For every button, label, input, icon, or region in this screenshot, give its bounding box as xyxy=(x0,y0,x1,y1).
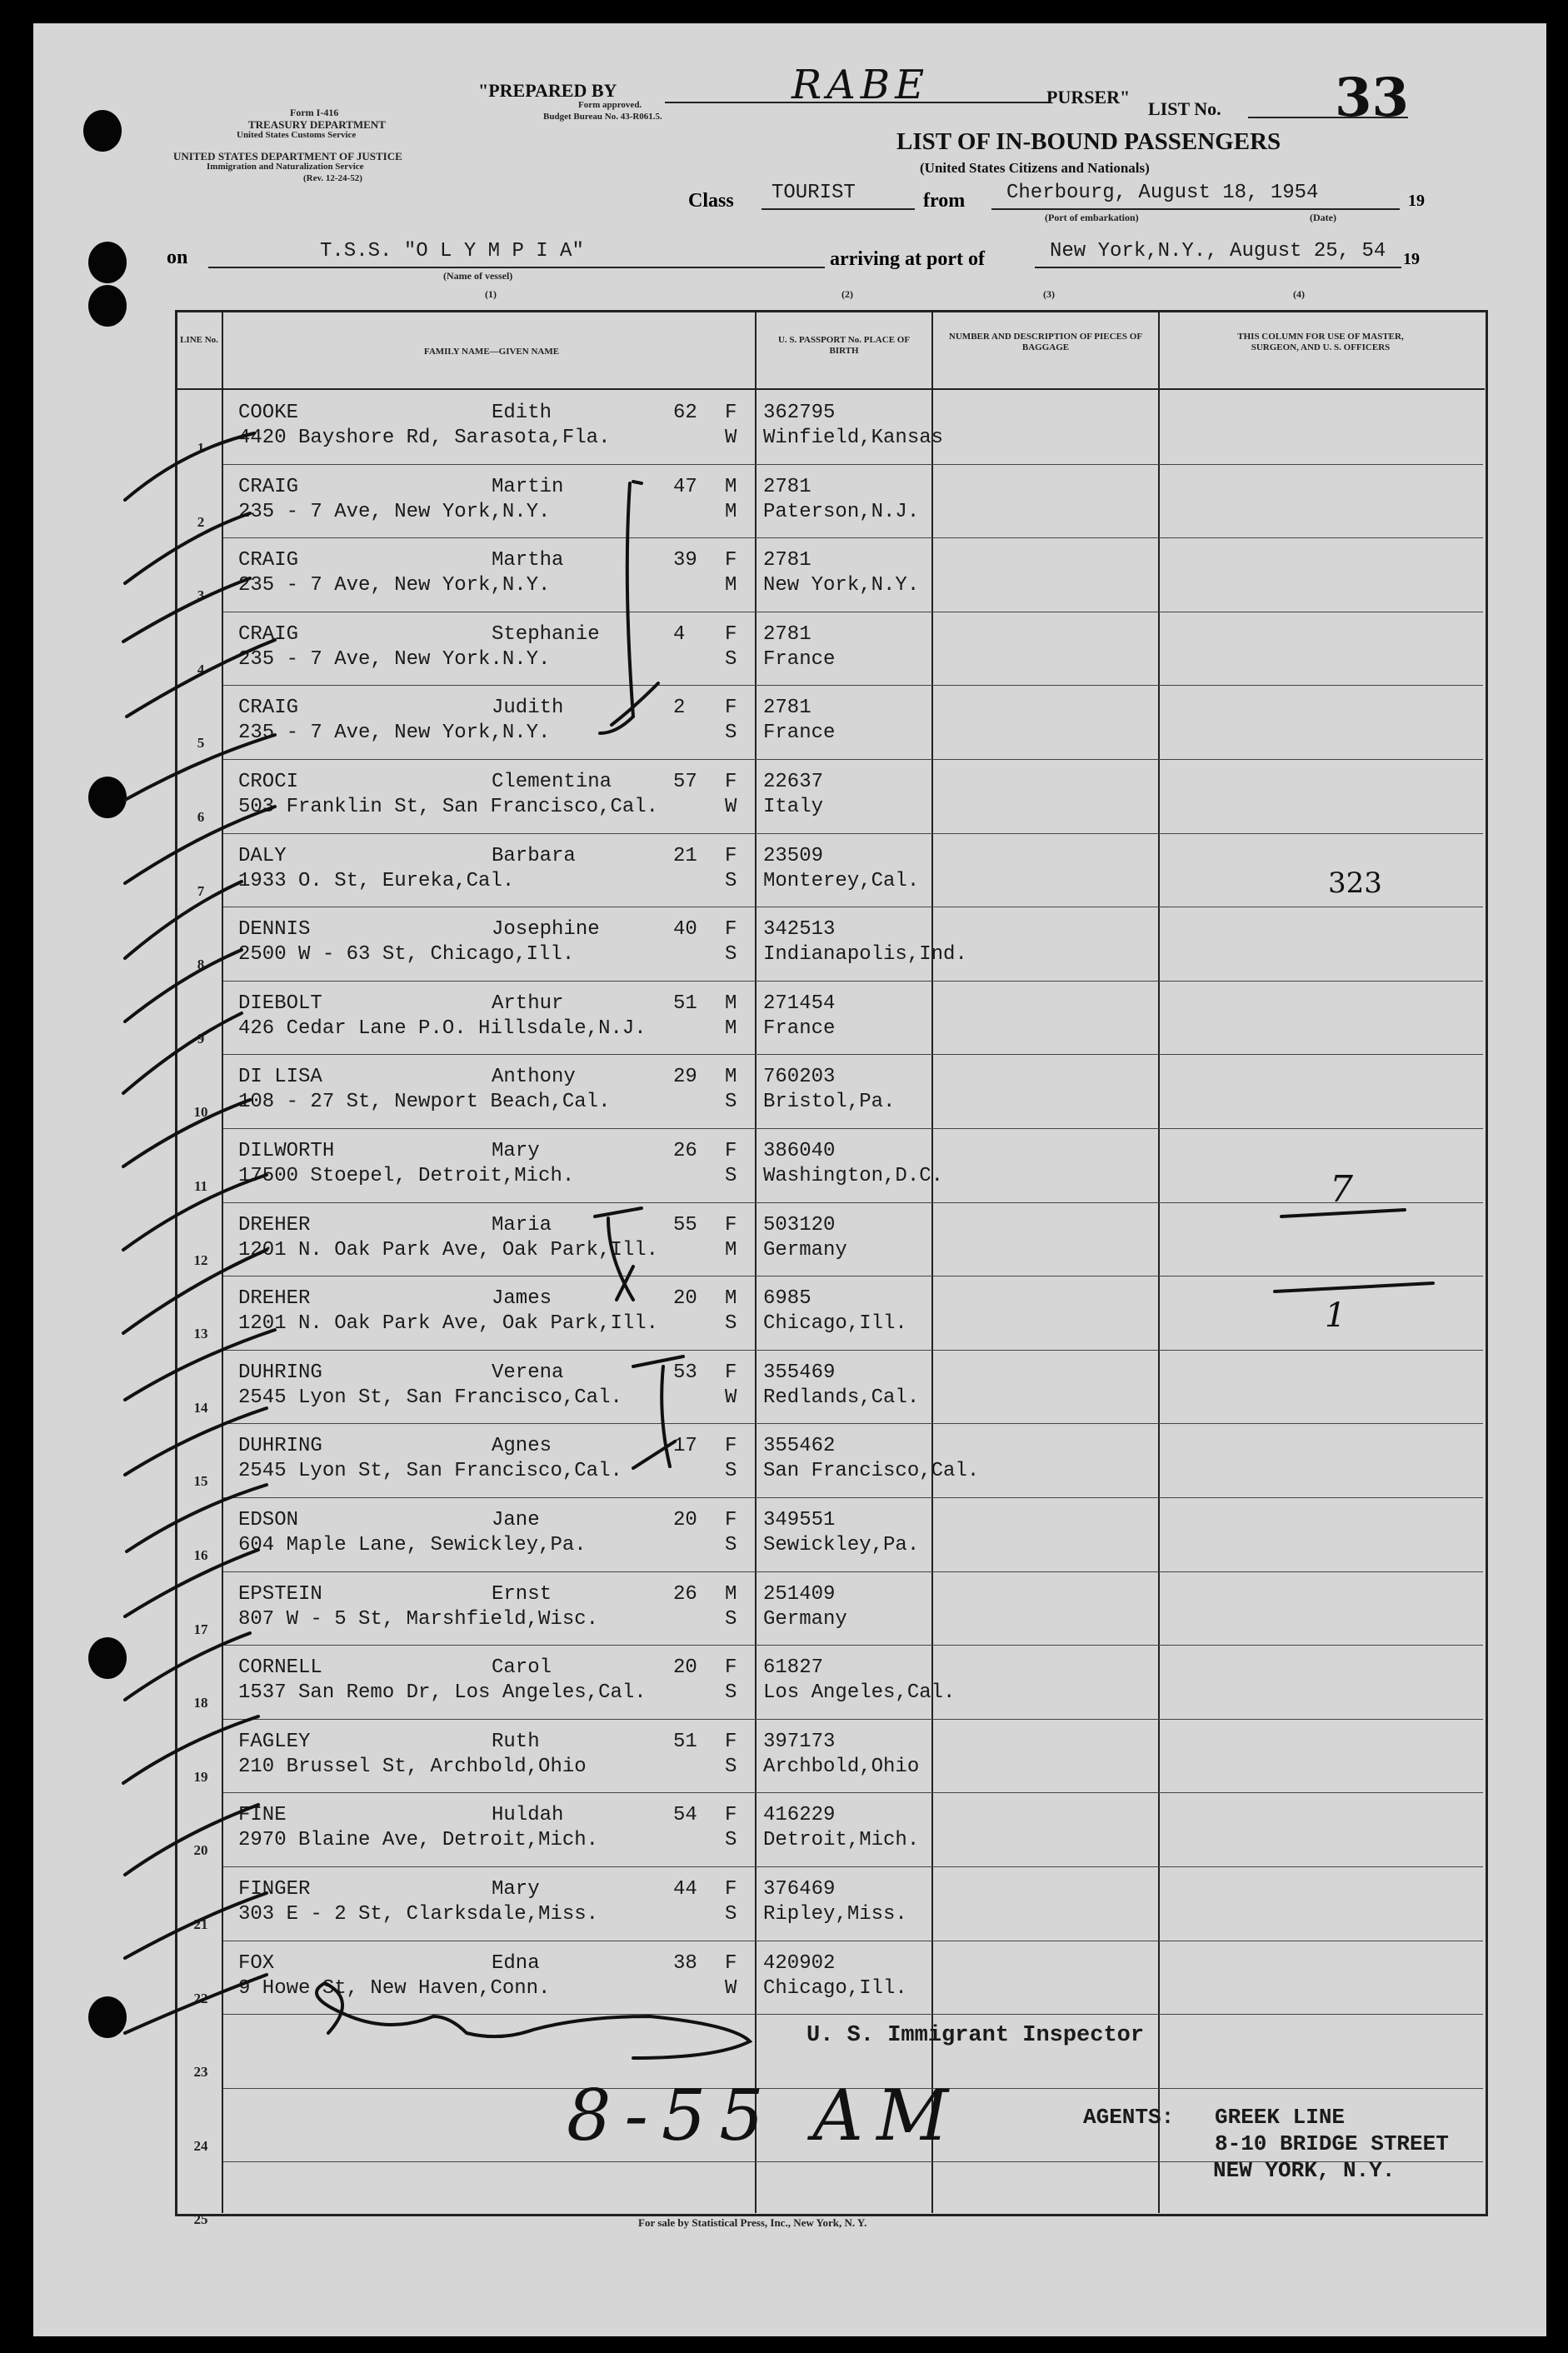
given-name: Ernst xyxy=(492,1582,552,1606)
age: 57 xyxy=(673,771,697,793)
marital-status: W xyxy=(725,427,737,449)
family-name: FINGER xyxy=(238,1878,311,1901)
line-number: 15 xyxy=(193,1473,208,1490)
given-name: Anthony xyxy=(492,1066,576,1089)
place-of-birth: Italy xyxy=(763,796,824,818)
address: 2545 Lyon St, San Francisco,Cal. xyxy=(238,1460,622,1483)
line-number: 24 xyxy=(193,2137,208,2154)
place-of-birth: Chicago,Ill. xyxy=(763,1312,907,1336)
col-header-baggage: NUMBER AND DESCRIPTION OF PIECES OF BAGGAGE xyxy=(948,332,1143,352)
family-name: EDSON xyxy=(238,1509,299,1531)
sex: F xyxy=(725,697,737,720)
document-title: LIST OF IN-BOUND PASSENGERS xyxy=(896,128,1281,155)
prepared-by-label: "PREPARED BY xyxy=(478,80,617,101)
sex: F xyxy=(725,1361,737,1384)
family-name: DREHER xyxy=(238,1287,311,1311)
check-mark xyxy=(125,1633,250,1700)
printer-credit: For sale by Statistical Press, Inc., New York, N. Y. xyxy=(638,2216,867,2229)
family-name: DILWORTH xyxy=(238,1140,335,1162)
passport-number: 362795 xyxy=(763,402,836,424)
line-number: 3 xyxy=(197,587,205,604)
address: 1537 San Remo Dr, Los Angeles,Cal. xyxy=(238,1681,647,1705)
check-mark xyxy=(125,807,275,883)
sex: M xyxy=(725,475,737,498)
place-of-birth: Los Angeles,Cal. xyxy=(763,1681,956,1705)
check-mark xyxy=(127,640,275,717)
place-of-birth: Indianapolis,Ind. xyxy=(763,943,967,967)
marital-status: S xyxy=(725,1607,737,1631)
passport-number: 2781 xyxy=(763,622,811,646)
given-name: Judith xyxy=(492,697,564,720)
address: 503 Franklin St, San Francisco,Cal. xyxy=(238,796,659,818)
check-mark xyxy=(123,1250,267,1333)
sex: F xyxy=(725,402,737,424)
family-name: DUHRING xyxy=(238,1361,322,1384)
line-number: 20 xyxy=(193,1842,208,1859)
age: 40 xyxy=(673,918,697,942)
given-name: Verena xyxy=(492,1361,564,1384)
passport-number: 61827 xyxy=(763,1656,824,1680)
fraction-top: 7 xyxy=(1330,1168,1353,1211)
immigration-service: Immigration and Naturalization Service xyxy=(207,162,364,172)
check-mark xyxy=(123,1013,242,1093)
passport-number: 760203 xyxy=(763,1066,836,1089)
family-name: CRAIG xyxy=(238,697,299,720)
place-of-birth: France xyxy=(763,722,836,745)
check-mark xyxy=(125,513,250,583)
passport-number: 349551 xyxy=(763,1509,836,1531)
marital-status: W xyxy=(725,1976,737,2000)
given-name: Edna xyxy=(492,1951,540,1975)
age: 26 xyxy=(673,1140,697,1162)
col-header-officers: THIS COLUMN FOR USE OF MASTER, SURGEON, AND U. S. OFFICERS xyxy=(1237,332,1404,352)
given-name: Josephine xyxy=(492,918,600,942)
agents-line-2: 8-10 BRIDGE STREET xyxy=(1215,2131,1449,2156)
fraction-bar xyxy=(1275,1283,1433,1291)
line-number: 16 xyxy=(193,1547,208,1563)
family-bracket xyxy=(595,1208,642,1300)
given-name: Barbara xyxy=(492,844,576,867)
given-name: Jane xyxy=(492,1509,540,1531)
check-mark xyxy=(125,1408,267,1475)
marital-status: S xyxy=(725,1091,737,1114)
check-mark xyxy=(127,1485,267,1551)
family-name: FINE xyxy=(238,1804,287,1827)
line-number: 9 xyxy=(197,1030,205,1047)
address: 235 - 7 Ave, New York,N.Y. xyxy=(238,574,551,597)
family-bracket xyxy=(612,683,658,725)
class-label: Class xyxy=(688,190,734,212)
marital-status: S xyxy=(725,1755,737,1778)
marital-status: M xyxy=(725,574,737,597)
check-mark xyxy=(123,578,250,642)
family-bracket xyxy=(633,1356,683,1468)
place-of-birth: Ripley,Miss. xyxy=(763,1903,907,1926)
passport-number: 503120 xyxy=(763,1213,836,1236)
passport-number: 2781 xyxy=(763,549,811,572)
given-name: Carol xyxy=(492,1656,552,1680)
marital-status: S xyxy=(725,869,737,892)
given-name: Clementina xyxy=(492,771,612,793)
line-number: 25 xyxy=(193,2211,208,2228)
line-number: 6 xyxy=(197,809,205,825)
age: 2 xyxy=(673,697,686,720)
treasury-dept: TREASURY DEPARTMENT xyxy=(248,118,386,131)
budget-bureau: Budget Bureau No. 43-R061.5. xyxy=(543,112,662,122)
col-header-passport: U. S. PASSPORT No. PLACE OF BIRTH xyxy=(777,335,911,356)
given-name: Edith xyxy=(492,402,552,424)
place-of-birth: Germany xyxy=(763,1607,847,1631)
marital-status: S xyxy=(725,647,737,671)
col-header-name: FAMILY NAME—GIVEN NAME xyxy=(423,347,560,357)
caption-col-2: (2) xyxy=(841,288,853,300)
line-number: 4 xyxy=(197,661,205,677)
address: 2545 Lyon St, San Francisco,Cal. xyxy=(238,1386,622,1409)
check-mark xyxy=(125,433,254,500)
passport-number: 2781 xyxy=(763,697,811,720)
line-number: 11 xyxy=(193,1178,208,1194)
on-label: on xyxy=(167,247,188,268)
check-mark xyxy=(125,882,242,958)
marital-status: S xyxy=(725,1460,737,1483)
line-number: 21 xyxy=(193,1916,208,1932)
address: 108 - 27 St, Newport Beach,Cal. xyxy=(238,1091,611,1114)
age: 26 xyxy=(673,1582,697,1606)
place-of-birth: Paterson,N.J. xyxy=(763,500,920,523)
place-of-birth: Redlands,Cal. xyxy=(763,1386,920,1409)
given-name: Arthur xyxy=(492,992,564,1015)
sex: F xyxy=(725,1951,737,1975)
given-name: Agnes xyxy=(492,1435,552,1458)
age: 55 xyxy=(673,1213,697,1236)
age: 47 xyxy=(673,475,697,498)
place-of-birth: France xyxy=(763,647,836,671)
given-name: Huldah xyxy=(492,1804,564,1827)
family-name: CRAIG xyxy=(238,549,299,572)
caption-col-4: (4) xyxy=(1293,288,1305,300)
from-label: from xyxy=(923,190,966,212)
marital-status: M xyxy=(725,1238,737,1261)
line-number: 23 xyxy=(193,2064,208,2081)
purser-label: PURSER" xyxy=(1046,87,1131,107)
place-of-birth: France xyxy=(763,1017,836,1040)
address: 303 E - 2 St, Clarksdale,Miss. xyxy=(238,1903,599,1926)
passport-number: 386040 xyxy=(763,1140,836,1162)
port-embarkation-caption: (Port of embarkation) xyxy=(1045,212,1139,223)
time-stamp: 8-55 AM xyxy=(567,2075,962,2156)
agents-line-3: NEW YORK, N.Y. xyxy=(1213,2158,1396,2183)
family-name: DALY xyxy=(238,844,287,867)
address: 1201 N. Oak Park Ave, Oak Park,Ill. xyxy=(238,1312,659,1336)
line-number: 13 xyxy=(193,1326,208,1342)
fraction-bar xyxy=(1281,1210,1405,1216)
age: 21 xyxy=(673,844,697,867)
justice-dept: UNITED STATES DEPARTMENT OF JUSTICE xyxy=(173,150,402,162)
age: 39 xyxy=(673,549,697,572)
given-name: Stephanie xyxy=(492,622,600,646)
given-name: Mary xyxy=(492,1878,540,1901)
sex: M xyxy=(725,1287,737,1311)
passport-number: 251409 xyxy=(763,1582,836,1606)
age: 51 xyxy=(673,992,697,1015)
document-subtitle: (United States Citizens and Nationals) xyxy=(920,160,1150,176)
age: 51 xyxy=(673,1730,697,1753)
line-number: 2 xyxy=(197,513,205,530)
check-mark xyxy=(125,1550,258,1616)
given-name: James xyxy=(492,1287,552,1311)
marital-status: S xyxy=(725,1534,737,1556)
line-number: 17 xyxy=(193,1621,208,1637)
passport-number: 397173 xyxy=(763,1730,836,1753)
passport-number: 420902 xyxy=(763,1951,836,1975)
age: 20 xyxy=(673,1656,697,1680)
check-mark xyxy=(125,1893,267,1958)
arriving-label: arriving at port of xyxy=(830,248,985,270)
family-bracket xyxy=(600,482,642,733)
passport-number: 416229 xyxy=(763,1804,836,1827)
given-name: Martha xyxy=(492,549,564,572)
passport-number: 23509 xyxy=(763,844,824,867)
place-of-birth: Sewickley,Pa. xyxy=(763,1534,920,1556)
family-name: CRAIG xyxy=(238,622,299,646)
inspector-label: U. S. Immigrant Inspector xyxy=(806,2023,1145,2048)
sex: F xyxy=(725,549,737,572)
check-mark xyxy=(123,1175,267,1250)
family-name: FAGLEY xyxy=(238,1730,311,1753)
place-of-birth: Winfield,Kansas xyxy=(763,427,944,449)
line-number: 8 xyxy=(197,957,205,973)
marital-status: S xyxy=(725,1903,737,1926)
line-number: 22 xyxy=(193,1990,208,2006)
address: 235 - 7 Ave, New York,N.Y. xyxy=(238,722,551,745)
sex: F xyxy=(725,1730,737,1753)
address: 604 Maple Lane, Sewickley,Pa. xyxy=(238,1534,587,1556)
caption-col-3: (3) xyxy=(1043,288,1055,300)
passport-number: 355462 xyxy=(763,1435,836,1458)
agents-label: AGENTS: xyxy=(1083,2105,1175,2130)
passport-number: 376469 xyxy=(763,1878,836,1901)
place-of-birth: New York,N.Y. xyxy=(763,574,920,597)
age: 62 xyxy=(673,402,697,424)
family-name: FOX xyxy=(238,1951,275,1975)
family-name: COOKE xyxy=(238,402,299,424)
check-mark xyxy=(125,1975,267,2033)
sex: F xyxy=(725,1435,737,1458)
officer-number: 323 xyxy=(1328,867,1382,900)
address: 210 Brussel St, Archbold,Ohio xyxy=(238,1755,587,1778)
check-mark xyxy=(125,1330,275,1400)
passport-number: 22637 xyxy=(763,771,824,793)
marital-status: M xyxy=(725,1017,737,1040)
place-of-birth: Chicago,Ill. xyxy=(763,1976,907,2000)
sex: M xyxy=(725,992,737,1015)
address: 426 Cedar Lane P.O. Hillsdale,N.J. xyxy=(238,1017,647,1040)
marital-status: S xyxy=(725,1165,737,1187)
sex: F xyxy=(725,622,737,646)
marital-status: W xyxy=(725,1386,737,1409)
family-name: DENNIS xyxy=(238,918,311,942)
inspector-signature xyxy=(317,1983,750,2058)
place-of-birth: Bristol,Pa. xyxy=(763,1091,896,1114)
marital-status: M xyxy=(725,500,737,523)
place-of-birth: Germany xyxy=(763,1238,847,1261)
family-name: DUHRING xyxy=(238,1435,322,1458)
line-number: 7 xyxy=(197,882,205,899)
sex: M xyxy=(725,1582,737,1606)
fraction-bottom: 1 xyxy=(1325,1296,1346,1335)
customs-service: United States Customs Service xyxy=(237,130,357,140)
check-mark xyxy=(125,735,275,800)
passport-number: 355469 xyxy=(763,1361,836,1384)
marital-status: W xyxy=(725,796,737,818)
place-of-birth: Detroit,Mich. xyxy=(763,1829,920,1852)
sex: F xyxy=(725,1656,737,1680)
given-name: Ruth xyxy=(492,1730,540,1753)
address: 2970 Blaine Ave, Detroit,Mich. xyxy=(238,1829,599,1852)
age: 4 xyxy=(673,622,686,646)
class-value: TOURIST xyxy=(772,182,856,204)
place-of-birth: Archbold,Ohio xyxy=(763,1755,920,1778)
address: 235 - 7 Ave, New York,N.Y. xyxy=(238,500,551,523)
caption-col-1: (1) xyxy=(485,288,497,300)
sex: F xyxy=(725,771,737,793)
marital-status: S xyxy=(725,1312,737,1336)
family-name: DREHER xyxy=(238,1213,311,1236)
address: 4420 Bayshore Rd, Sarasota,Fla. xyxy=(238,427,611,449)
family-name: CORNELL xyxy=(238,1656,322,1680)
line-number: 5 xyxy=(197,735,205,752)
line-number: 19 xyxy=(193,1768,208,1785)
from-value: Cherbourg, August 18, 1954 xyxy=(1006,182,1319,204)
age: 54 xyxy=(673,1804,697,1827)
sex: F xyxy=(725,844,737,867)
address: 807 W - 5 St, Marshfield,Wisc. xyxy=(238,1607,599,1631)
vessel-name: T.S.S. "O L Y M P I A" xyxy=(320,240,584,262)
sex: M xyxy=(725,1066,737,1089)
form-approved: Form approved. xyxy=(578,100,642,110)
check-mark xyxy=(125,950,242,1022)
sex: F xyxy=(725,1213,737,1236)
age: 53 xyxy=(673,1361,697,1384)
arrival-port-date: New York,N.Y., August 25, 54 xyxy=(1050,240,1386,262)
address: 1933 O. St, Eureka,Cal. xyxy=(238,869,515,892)
address: 2500 W - 63 St, Chicago,Ill. xyxy=(238,943,575,967)
col-header-line-no: LINE No. xyxy=(180,335,218,345)
given-name: Mary xyxy=(492,1140,540,1162)
line-number: 18 xyxy=(193,1695,208,1711)
given-name: Martin xyxy=(492,475,564,498)
marital-status: S xyxy=(725,943,737,967)
marital-status: S xyxy=(725,1681,737,1705)
family-name: DIEBOLT xyxy=(238,992,322,1015)
age: 20 xyxy=(673,1287,697,1311)
address: 235 - 7 Ave, New York.N.Y. xyxy=(238,647,551,671)
age: 44 xyxy=(673,1878,697,1901)
place-of-birth: Monterey,Cal. xyxy=(763,869,920,892)
passport-number: 2781 xyxy=(763,475,811,498)
check-mark xyxy=(123,1100,250,1167)
year-suffix-1: 19 xyxy=(1408,192,1425,210)
passport-number: 342513 xyxy=(763,918,836,942)
check-mark xyxy=(125,1805,258,1875)
family-name: CROCI xyxy=(238,771,299,793)
passport-number: 6985 xyxy=(763,1287,811,1311)
address: 17500 Stoepel, Detroit,Mich. xyxy=(238,1165,575,1187)
age: 17 xyxy=(673,1435,697,1458)
marital-status: S xyxy=(725,1829,737,1852)
family-name: DI LISA xyxy=(238,1066,322,1089)
vessel-caption: (Name of vessel) xyxy=(443,270,513,282)
check-mark xyxy=(123,1716,258,1783)
list-no-label: LIST No. xyxy=(1148,98,1221,119)
place-of-birth: San Francisco,Cal. xyxy=(763,1460,980,1483)
sex: F xyxy=(725,1140,737,1162)
year-suffix-2: 19 xyxy=(1403,250,1420,268)
place-of-birth: Washington,D.C. xyxy=(763,1165,944,1187)
agents-line-1: GREEK LINE xyxy=(1215,2105,1346,2130)
passport-number: 271454 xyxy=(763,992,836,1015)
family-name: CRAIG xyxy=(238,475,299,498)
line-number: 1 xyxy=(197,440,205,456)
address: 9 Howe St, New Haven,Conn. xyxy=(238,1976,551,2000)
form-revision: (Rev. 12-24-52) xyxy=(303,173,362,183)
age: 38 xyxy=(673,1951,697,1975)
list-number: 33 xyxy=(1335,67,1410,129)
sex: F xyxy=(725,918,737,942)
line-number: 14 xyxy=(193,1399,208,1416)
sex: F xyxy=(725,1878,737,1901)
sex: F xyxy=(725,1509,737,1531)
age: 29 xyxy=(673,1066,697,1089)
sex: F xyxy=(725,1804,737,1827)
line-number: 10 xyxy=(193,1104,208,1121)
form-id: Form I-416 xyxy=(290,107,339,118)
given-name: Maria xyxy=(492,1213,552,1236)
line-number: 12 xyxy=(193,1251,208,1268)
prepared-by-signature: RABE xyxy=(791,62,930,108)
date-caption: (Date) xyxy=(1310,212,1336,223)
family-name: EPSTEIN xyxy=(238,1582,322,1606)
marital-status: S xyxy=(725,722,737,745)
age: 20 xyxy=(673,1509,697,1531)
address: 1201 N. Oak Park Ave, Oak Park,Ill. xyxy=(238,1238,659,1261)
